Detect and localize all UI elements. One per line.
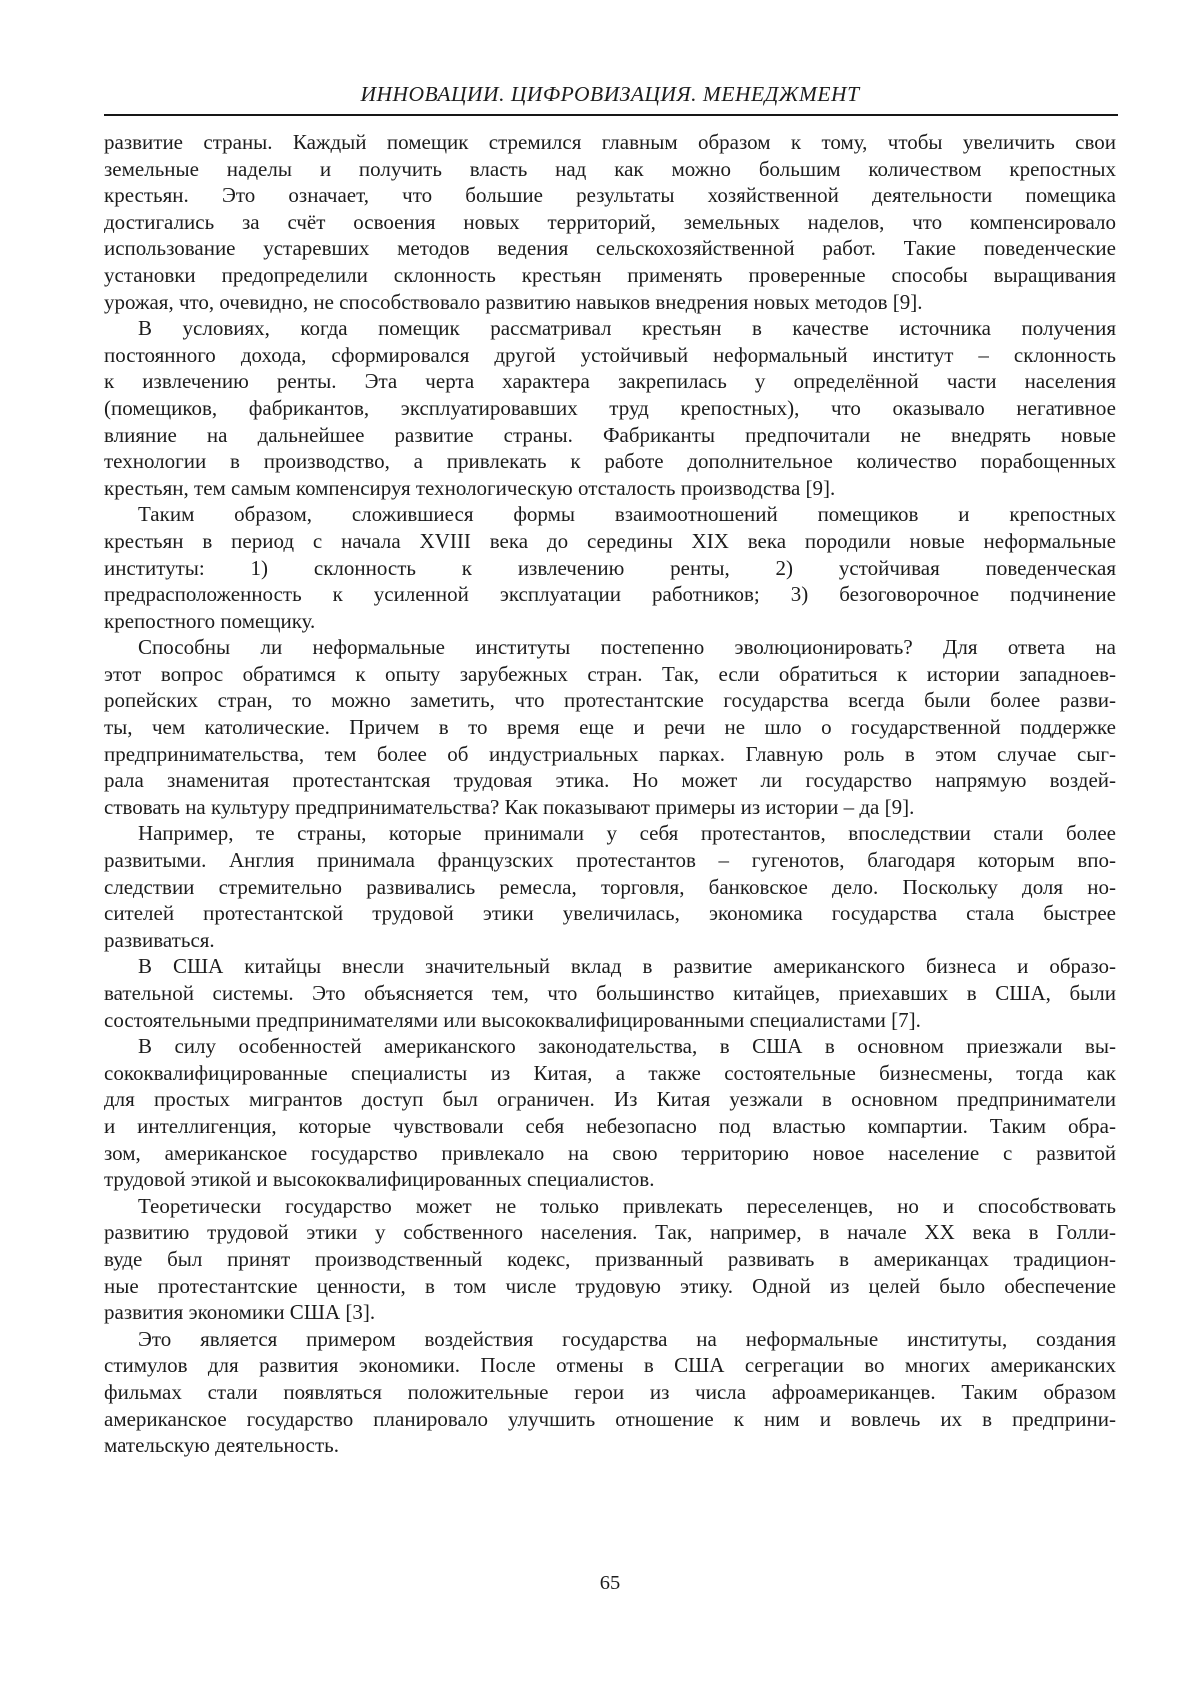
text-line: трудовой этикой и высококвалифицированных специалистов.	[104, 1167, 655, 1192]
text-line: ствовать на культуру предпринимательства? Как показывают примеры из истории – да [9].	[104, 794, 915, 819]
text-line: земельные наделы и получить власть над как можно большим количеством крепостных	[104, 156, 1116, 181]
text-line: урожая, что, очевидно, не способствовало развитию навыков внедрения новых методов [9].	[104, 289, 923, 314]
text-line: для простых мигрантов доступ был ограничен. Из Китая уезжали в основном предприниматели	[104, 1087, 1116, 1112]
running-head: ИННОВАЦИИ. ЦИФРОВИЗАЦИЯ. МЕНЕДЖМЕНТ	[360, 82, 860, 106]
paragraph	[104, 634, 1116, 820]
header-rule	[104, 114, 1118, 116]
page-number: 65	[599, 1572, 621, 1594]
text-line: развитию трудовой этики у собственного населения. Так, например, в начале XX века в Голли-	[104, 1220, 1116, 1245]
paragraph	[104, 1033, 1116, 1193]
text-line: фильмах стали появляться положительные герои из числа афроамериканцев. Таким образом	[104, 1379, 1116, 1404]
text-line: следствии стремительно развивались ремесла, торговля, банковское дело. Поскольку доля но-	[104, 874, 1116, 899]
text-line: использование устаревших методов ведения сельскохозяйственной работ. Такие поведенческие	[104, 236, 1116, 261]
text-line: Например, те страны, которые принимали у себя протестантов, впоследствии стали более	[138, 821, 1116, 846]
text-line: американское государство планировало улучшить отношение к ним и вовлечь их в предприни-	[104, 1406, 1116, 1431]
paragraph	[104, 129, 1116, 315]
text-line: Это является примером воздействия государства на неформальные институты, создания	[138, 1326, 1116, 1351]
text-line: (помещиков, фабрикантов, эксплуатировавших труд крепостных), что оказывало негативное	[104, 395, 1116, 420]
text-line: состоятельными предпринимателями или высококвалифицированными специалистами [7].	[104, 1007, 921, 1032]
text-line: развиваться.	[104, 927, 215, 952]
text-line: установки предопределили склонность крестьян применять проверенные способы выращивания	[104, 262, 1116, 287]
text-line: Таким образом, сложившиеся формы взаимоотношений помещиков и крепостных	[138, 502, 1116, 527]
text-line: В условиях, когда помещик рассматривал крестьян в качестве источника получения	[138, 316, 1116, 341]
paragraph	[104, 820, 1116, 953]
paragraph	[104, 1326, 1116, 1459]
text-line: стимулов для развития экономики. После отмены в США сегрегации во многих американских	[104, 1353, 1116, 1378]
text-line: этот вопрос обратимся к опыту зарубежных стран. Так, если обратиться к истории западноев-	[104, 661, 1116, 686]
text-line: ные протестантские ценности, в том числе трудовую этику. Одной из целей было обеспечение	[104, 1273, 1116, 1298]
paragraph	[104, 315, 1116, 501]
text-line: Теоретически государство может не только привлекать переселенцев, но и способствовать	[138, 1193, 1116, 1218]
text-line: вательной системы. Это объясняется тем, что большинство китайцев, приехавших в США, были	[104, 981, 1116, 1005]
text-line: ты, чем католические. Причем в то время еще и речи не шло о государственной поддержке	[104, 715, 1116, 740]
text-line: развитие страны. Каждый помещик стремился главным образом к тому, чтобы увеличить свои	[104, 130, 1116, 154]
text-line: ропейских стран, то можно заметить, что протестантские государства всегда были более разви-	[104, 688, 1116, 713]
text-line: предрасположенность к усиленной эксплуатации работников; 3) безоговорочное подчинение	[104, 582, 1116, 607]
paragraph	[104, 953, 1116, 1033]
text-line: рала знаменитая протестантская трудовая этика. Но может ли государство напрямую воздей-	[104, 768, 1116, 793]
text-line: технологии в производство, а привлекать к работе дополнительное количество порабощенных	[104, 449, 1116, 474]
text-line: Способны ли неформальные институты постепенно эволюционировать? Для ответа на	[138, 635, 1116, 660]
text-line: вуде был принят производственный кодекс, призванный развивать в американцах традицион-	[104, 1246, 1116, 1271]
paragraph	[104, 1193, 1116, 1326]
text-line: институты: 1) склонность к извлечению ренты, 2) устойчивая поведенческая	[104, 555, 1116, 580]
text-line: В силу особенностей американского законодательства, в США в основном приезжали вы-	[138, 1034, 1116, 1059]
text-line: влияние на дальнейшее развитие страны. Фабриканты предпочитали не внедрять новые	[104, 422, 1116, 447]
text-line: крестьян, тем самым компенсируя технологическую отсталость производства [9].	[104, 475, 836, 500]
text-line: постоянного дохода, сформировался другой устойчивый неформальный институт – склонность	[104, 342, 1116, 367]
text-line: крепостного помещику.	[104, 608, 316, 633]
text-line: развитыми. Англия принимала французских протестантов – гугенотов, благодаря которым впо-	[104, 848, 1116, 873]
text-line: крестьян. Это означает, что большие результаты хозяйственной деятельности помещика	[104, 183, 1116, 208]
text-line: к извлечению ренты. Эта черта характера закрепилась у определённой части населения	[104, 369, 1116, 394]
text-line: достигались за счёт освоения новых территорий, земельных наделов, что компенсировало	[104, 209, 1116, 234]
text-line: мательскую деятельность.	[104, 1433, 339, 1458]
text-line: развития экономики США [3].	[104, 1300, 376, 1325]
text-line: и интеллигенция, которые чувствовали себя небезопасно под властью компартии. Таким обра-	[104, 1113, 1116, 1138]
text-line: сителей протестантской трудовой этики увеличилась, экономика государства стала быстрее	[104, 901, 1116, 926]
text-line: предпринимательства, тем более об индустриальных парках. Главную роль в этом случае сыг-	[104, 741, 1116, 766]
text-line: крестьян в период с начала XVIII века до середины XIX века породили новые неформальные	[104, 528, 1116, 553]
text-line: В США китайцы внесли значительный вклад в развитие американского бизнеса и образо-	[138, 954, 1116, 979]
text-line: сококвалифицированные специалисты из Китая, а также состоятельные бизнесмены, тогда как	[104, 1060, 1116, 1085]
text-line: зом, американское государство привлекало на свою территорию новое население с развитой	[104, 1140, 1116, 1165]
article-body	[104, 129, 1116, 1459]
paragraph	[104, 501, 1116, 634]
